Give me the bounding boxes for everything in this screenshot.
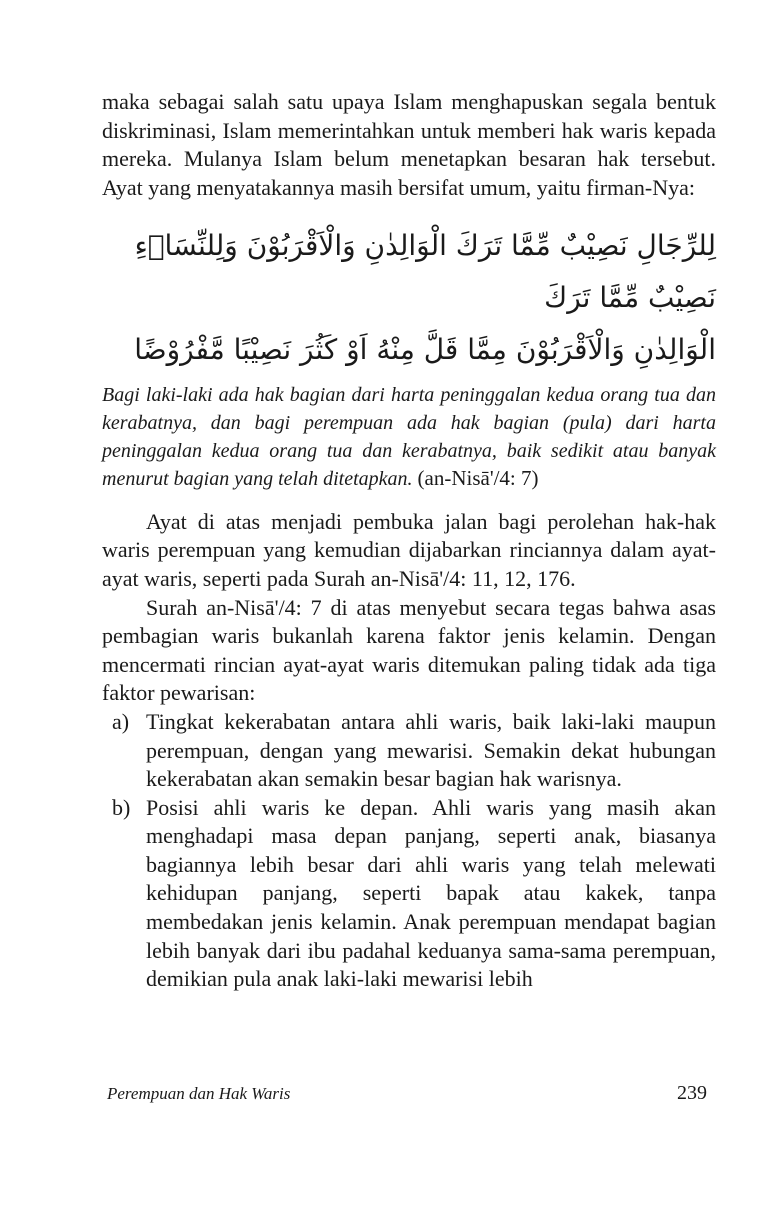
translation-text: Bagi laki-laki ada hak bagian dari harta peninggalan kedua orang tua dan kerabatnya, dan bagi perempuan ada hak bagian (pula) dari harta peninggalan kedua orang tua dan kerabatnya, baik sedikit atau banyak menurut bagian yang telah ditetapkan.	[102, 384, 716, 491]
arabic-line-2: الْوَالِدٰنِ وَالْاَقْرَبُوْنَ مِمَّا قَلَّ مِنْهُ اَوْ كَثُرَ نَصِيْبًا مَّفْرُوْضًا	[134, 333, 716, 367]
verse-reference: (an-Nisā'/4: 7)	[417, 466, 539, 491]
quran-verse-arabic	[102, 220, 716, 376]
inheritance-factors-list	[102, 708, 716, 994]
paragraph-surah: Surah an-Nisā'/4: 7 di atas menyebut secara tegas bahwa asas pembagian waris bukanlah karena faktor jenis kelamin. Dengan mencermati rincian ayat-ayat waris ditemukan paling tidak ada tiga faktor pewarisan:	[102, 594, 716, 706]
paragraph-intro: maka sebagai salah satu upaya Islam menghapuskan segala bentuk diskriminasi, Islam memerintahkan untuk memberi hak waris kepada mereka. Mulanya Islam belum menetapkan besaran hak tersebut. Ayat yang menyatakannya masih bersifat umum, yaitu firman-Nya:	[102, 89, 716, 200]
paragraph-ayat: Ayat di atas menjadi pembuka jalan bagi perolehan hak-hak waris perempuan yang kemudian dijabarkan rinciannya dalam ayat-ayat waris, seperti pada Surah an-Nisā'/4: 11, 12, 176.	[102, 508, 716, 591]
page-footer	[107, 1082, 707, 1106]
list-marker: a)	[112, 708, 130, 734]
running-title: Perempuan dan Hak Waris	[107, 1084, 291, 1103]
list-item	[102, 794, 716, 994]
list-item-text: Tingkat kekerabatan antara ahli waris, baik laki-laki maupun perempuan, dengan yang mewarisi. Semakin dekat hubungan kekerabatan akan semakin besar bagian hak warisnya.	[146, 708, 716, 792]
page-number: 239	[677, 1082, 707, 1104]
list-item-text: Posisi ahli waris ke depan. Ahli waris yang masih akan menghadapi masa depan panjang, seperti anak, biasanya bagiannya lebih besar dari ahli waris yang telah melewati kehidupan panjang, seperti bapak atau kakek, tanpa membedakan jenis kelamin. Anak perempuan mendapat bagian lebih banyak dari ibu padahal keduanya sama-sama perempuan, demikian pula anak laki-laki mewarisi lebih	[146, 794, 716, 992]
arabic-line-1: لِلرِّجَالِ نَصِيْبٌ مِّمَّا تَرَكَ الْوَالِدٰنِ وَالْاَقْرَبُوْنَ وَلِلنِّسَاۤءِ نَصِيْبٌ مِّمَّا تَرَكَ	[134, 229, 716, 315]
list-item	[102, 708, 716, 794]
verse-translation	[102, 382, 716, 493]
list-marker: b)	[112, 794, 131, 820]
page-body	[102, 88, 716, 994]
